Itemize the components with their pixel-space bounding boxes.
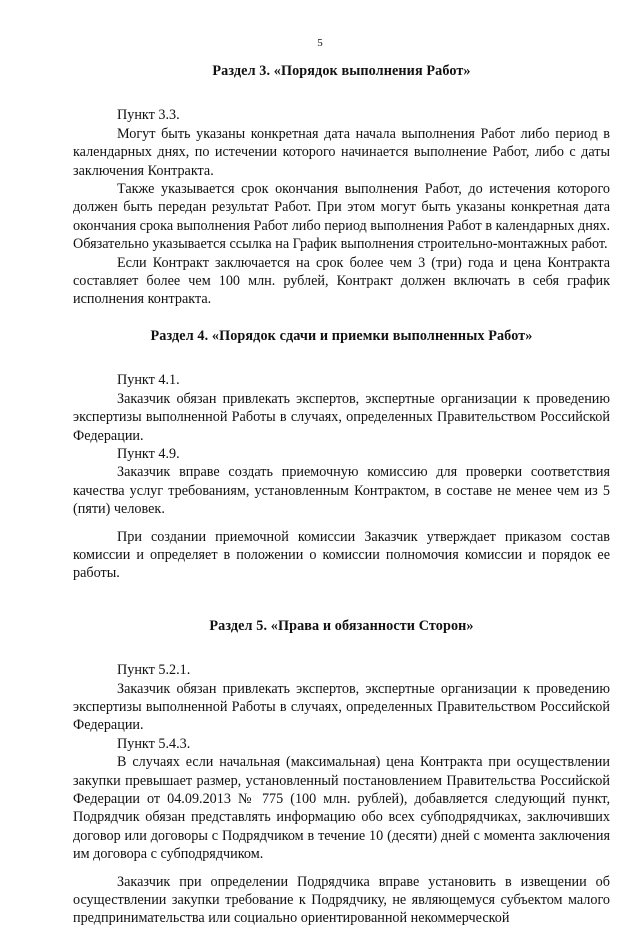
section-3-paragraph: Могут быть указаны конкретная дата начала выполнения Работ либо период в календарных днях, по истечении которого начинается выполнение Работ, либо с даты заключения Контракта. [73,125,610,179]
section-5-clause-label: Пункт 5.4.3. [117,735,191,752]
section-4-paragraph: Заказчик обязан привлекать экспертов, экспертные организации к проведению экспертизы выполненной Работы в случаях, определенных Правительством Российской Федерации. [73,390,610,444]
section-4-clause-label: Пункт 4.1. [117,372,180,389]
section-3-paragraph: Также указывается срок окончания выполнения Работ, до истечения которого должен быть передан результат Работ. При этом могут быть указаны конкретная дата окончания срока выполнения Работ либо период выполнения Работ в календарных днях. Обязательно указывается ссылка на График выполнения строительно-монтажных работ. [73,181,610,253]
section-5-paragraph: В случаях если начальная (максимальная) цена Контракта при осуществлении закупки превышает размер, установленный постановлением Правительства Российской Федерации от 04.09.2013 № 775 (100 млн. рублей), добавляется следующий пункт, Подрядчик обязан представлять информацию обо всех субподрядчиках, заключивших договор или договоры с Подрядчиком в течение 10 (десяти) дней с момента заключения им договора с субподрядчиком. [73,754,610,863]
section-5-paragraph: Заказчик обязан привлекать экспертов, экспертные организации к проведению экспертизы выполненной Работы в случаях, определенных Правительством Российской Федерации. [73,680,610,734]
section-4-clause-label: Пункт 4.9. [117,445,180,462]
section-5-clause-label: Пункт 5.2.1. [117,662,191,679]
document-body [73,62,610,928]
section-4-paragraph: При создании приемочной комиссии Заказчик утверждает приказом состав комиссии и определяет в положении о комиссии полномочия комиссии и порядок ее работы. [73,528,610,582]
section-4-paragraph: Заказчик вправе создать приемочную комиссию для проверки соответствия качества услуг требованиям, установленным Контрактом, в составе не менее чем из 5 (пяти) человек. [73,464,610,518]
section-5-paragraph: Заказчик при определении Подрядчика вправе установить в извещении об осуществлении закупки требование к Подрядчику, не являющемуся субъектом малого предпринимательства или социально ориентированной некоммерческой [73,873,610,927]
page-number: 5 [317,37,323,49]
section-4-heading: Раздел 4. «Порядок сдачи и приемки выполненных Работ» [150,327,533,344]
section-3-paragraph: Если Контракт заключается на срок более чем 3 (три) года и цена Контракта составляет более чем 100 млн. рублей, Контракт должен включать в себя график исполнения контракта. [73,254,610,308]
section-5-heading: Раздел 5. «Права и обязанности Сторон» [209,617,474,634]
section-3-heading: Раздел 3. «Порядок выполнения Работ» [212,63,471,79]
section-3-clause-label: Пункт 3.3. [117,107,180,124]
